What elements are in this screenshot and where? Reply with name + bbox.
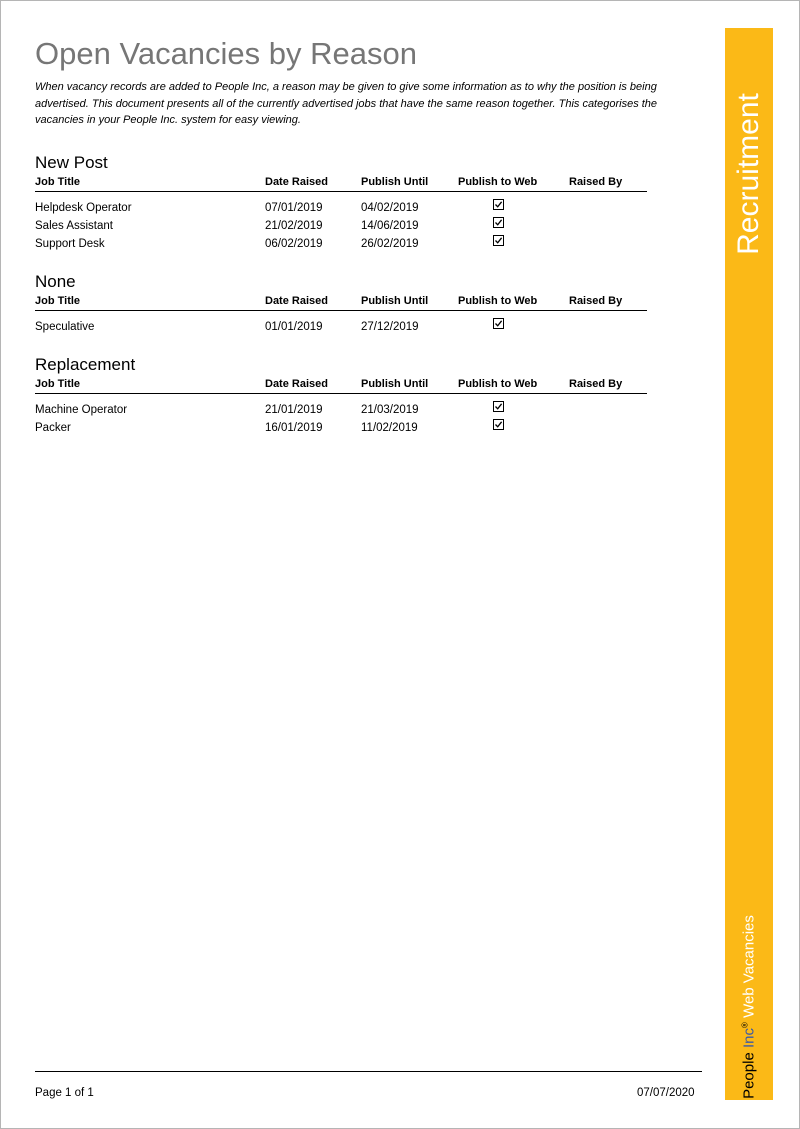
brand-label [741,915,758,1099]
col-publish-to-web: Publish to Web [458,378,538,390]
cell-date-raised: 21/01/2019 [265,404,323,416]
cell-job-title: Support Desk [35,238,105,250]
cell-publish-until: 04/02/2019 [361,202,419,214]
brand-registered-mark: ® [740,1022,750,1029]
table-row [35,401,647,419]
intro-text: When vacancy records are added to People Inc, a reason may be given to give some information as to why the position is being advertised. This document presents all of the currently advertised jobs that have the same reason together. This categorises the vacancies in your People Inc. system for easy viewing. [35,81,658,126]
cell-job-title: Machine Operator [35,404,128,416]
page-number: Page 1 of 1 [35,1087,94,1099]
table-row [35,419,647,437]
table-row [35,199,647,217]
table-row [35,318,647,336]
col-publish-to-web: Publish to Web [458,176,538,188]
footer-divider [35,1071,702,1072]
col-raised-by: Raised By [569,378,623,390]
col-job-title: Job Title [35,295,81,307]
col-publish-until: Publish Until [361,176,429,188]
col-date-raised: Date Raised [265,176,328,188]
brand-inc: Inc [740,1028,758,1049]
cell-date-raised: 07/01/2019 [265,202,323,214]
sidebar-label: Recruitment [732,93,765,255]
brand-suffix: Web Vacancies [740,915,758,1018]
col-raised-by: Raised By [569,176,623,188]
cell-publish-until: 21/03/2019 [361,404,419,416]
col-date-raised: Date Raised [265,378,328,390]
table-body [35,311,647,336]
cell-publish-until: 27/12/2019 [361,321,419,333]
col-date-raised: Date Raised [265,295,328,307]
cell-publish-until: 14/06/2019 [361,220,419,232]
page-title: Open Vacancies by Reason [35,36,417,71]
section-none [35,271,647,336]
print-date: 07/07/2020 [637,1087,695,1099]
col-job-title: Job Title [35,176,81,188]
col-raised-by: Raised By [569,295,623,307]
section-title: None [35,272,76,291]
cell-publish-until: 11/02/2019 [361,422,418,434]
table-header [35,293,647,311]
cell-date-raised: 16/01/2019 [265,422,323,434]
cell-job-title: Sales Assistant [35,220,113,232]
table-body [35,394,647,437]
cell-date-raised: 21/02/2019 [265,220,323,232]
section-replacement [35,354,647,437]
cell-job-title: Packer [35,422,71,434]
cell-publish-until: 26/02/2019 [361,238,419,250]
brand-people: People [740,1052,758,1099]
cell-date-raised: 06/02/2019 [265,238,323,250]
section-title: New Post [35,153,108,172]
col-publish-until: Publish Until [361,295,429,307]
section-title: Replacement [35,355,136,374]
table-row [35,235,647,253]
table-row [35,217,647,235]
cell-job-title: Helpdesk Operator [35,202,132,214]
table-header [35,376,647,394]
col-job-title: Job Title [35,378,81,390]
sidebar-band [725,28,773,1100]
cell-job-title: Speculative [35,321,95,333]
col-publish-until: Publish Until [361,378,429,390]
col-publish-to-web: Publish to Web [458,295,538,307]
cell-date-raised: 01/01/2019 [265,321,323,333]
section-new-post [35,152,647,253]
table-body [35,192,647,253]
table-header [35,174,647,192]
